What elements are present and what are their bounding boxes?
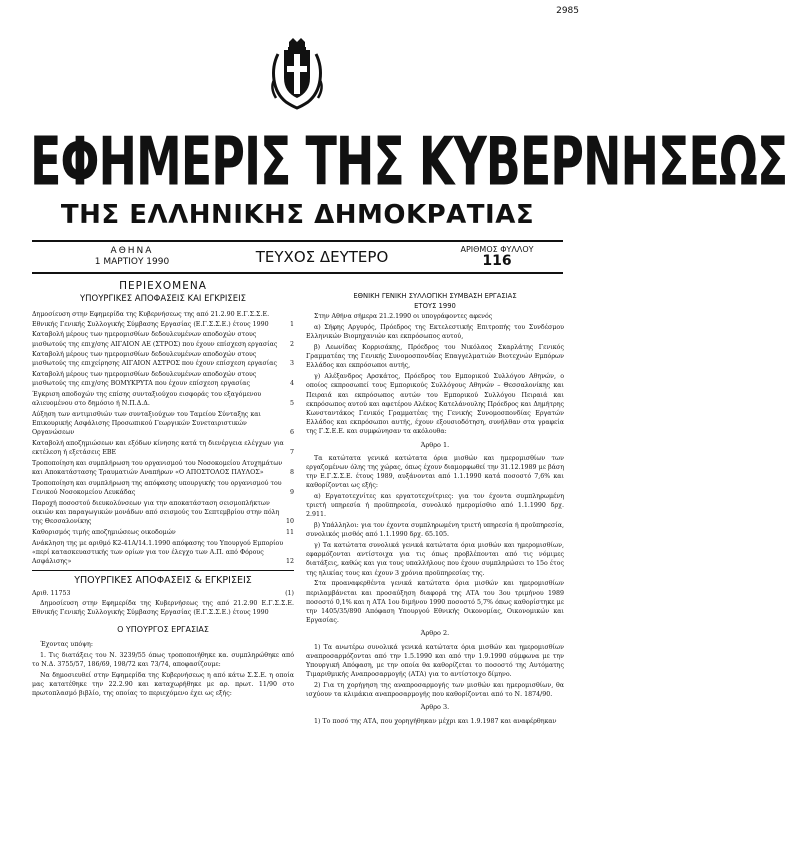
article-2-paragraph: 2) Για τη χορήγηση της αναπροσαρμογής των μισθών και ημερομισθίων, θα ισχύουν τα κλιμάκια αναπροσαρμογής που καθορίζονται από το Ν. 1874/90. [306,681,564,699]
decisions-heading: ΥΠΟΥΡΓΙΚΕΣ ΑΠΟΦΑΣΕΙΣ & ΕΓΚΡΙΣΕΙΣ [74,575,252,587]
masthead-subtitle: ΤΗΣ ΕΛΛΗΝΙΚΗΣ ΔΗΜΟΚΡΑΤΙΑΣ [60,200,535,230]
toc-entry-text: Έγκριση αποδοχών της επίσης συνταξιούχου εισφοράς του εξαγόμενου αλιευομένου στο δημόσιο ή Ν.Π.Δ.Δ. [32,391,262,408]
page-number: 2985 [556,6,579,16]
toc-entry-text: Δημοσίευση στην Εφημερίδα της Κυβερνήσεως της από 21.2.90 Ε.Γ.Σ.Σ.Ε. Εθνικής Γενικής Συλλογικής Σύμβασης Εργασίας (Ε.Γ.Σ.Σ.Ε.) έτους 1990 [32,311,270,328]
issue-info-bar [32,240,563,274]
section-divider [32,570,294,571]
issue-sheet [437,245,557,269]
toc-entry-page: 4 [289,380,294,388]
issue-place-date [62,246,202,268]
article-3-paragraph: 1) Το ποσό της ΑΤΑ, που χορηγήθηκαν μέχρι και 1.9.1987 και αναφέρθηκαν [314,717,557,725]
toc-entry [32,310,294,328]
toc-entry-text: Τροποποίηση και συμπλήρωση της απόφασης υπουργικής του οργανισμού του Γενικού Νοσοκομείου Λευκάδας [32,479,282,497]
agreement-paragraph: α) Σήφης Αργυρός, Πρόεδρος της Εκτελεστικής Επιτροπής του Συνδέσμου Ελληνικών Βιομηχανιών και εκπρόσωπος αυτού, [306,324,564,341]
decision-ref: Αριθ. 11753 [32,590,71,598]
toc-entry-page: 3 [289,360,294,368]
toc-entry-page: 9 [289,489,294,497]
toc-entry [32,370,294,388]
masthead-title: ΕΦΗΜΕΡΙΣ ΤΗΣ ΚΥΒΕΡΝΗΣΕΩΣ [30,122,787,201]
article-1-paragraph: Τα κατώτατα γενικά κατώτατα όρια μισθών και ημερομισθίων των εργαζομένων όλης της χώρας, όπως έχουν διαμορφωθεί την 31.12.1989 με βάση την Ε.Γ.Σ.Σ.Ε. έτους 1989, αυξάνονται από 1.1.1990 κατά ποσοστό 7,6% και καθορίζονται ως εξής: [306,454,564,490]
issue-city: ΑΘΗΝΑ [110,246,154,256]
toc-entry [32,350,294,368]
decision-ref-num: (1) [285,590,294,598]
issue-sheet-label: ΑΡΙΘΜΟΣ ΦΥΛΛΟΥ [460,245,534,254]
toc-entry-page: 6 [289,429,294,437]
agreement-paragraph: β) Λεωνίδας Κορρισάκης, Πρόεδρος του Νικόλαος Σκαρλάτης Γενικός Γραμματέας της Γενικής Συνομοσπονδίας Επαγγελματιών Βιοτεχνών Εμπόρων Ελλάδος και εκπρόσωποι αυτής, [306,344,564,370]
agreement-paragraph: γ) Αλέξανδρος Αρσκάτος, Πρόεδρος του Εμπορικού Συλλόγου Αθηνών, ο οποίος εκπροσωπεί τους Εμπορικούς Συλλόγους Αθηνών – Θεσσαλονίκης και Πειραιά και εκπρόσωπος αυτών του Εμπορικού Συλλόγου Πειραιά και εκπρόσωπος αυτού και αφετέρου Αλέκος Κατελάνουλης Πρόεδρος και Δημήτρης Κωνσταντάκος Γενικός Γραμματέας της Γενικής Συνομοσπονδίας Εργατών Ελλάδος και εκπρόσωποι αυτής, έχουν εξουσιοδότηση, συνήλθαν στα γραφεία της Γ.Σ.Ε.Ε. και συμφώνησαν τα ακόλουθα: [306,373,564,436]
toc-entry-text: Ανάκληση της με αριθμό Κ2-41Α/14.1.1990 απόφασης του Υπουργού Εμπορίου «περί κατασκευαστικής των ορίων για τον έλεγχο των Α.Π. από Φόρους Ασφάλισης» [32,539,284,565]
toc-list [32,310,294,566]
toc-entry [32,459,294,477]
toc-entry-text: Καταβολή αποζημιώσεων και εξόδων κίνησης κατά τη διενέργεια ελέγχων για εκτέλεση ή εξετάσεις ΕΒΕ [32,440,284,457]
toc-entry [32,330,294,348]
left-column [32,282,294,700]
toc-section-heading: ΥΠΟΥΡΓΙΚΕΣ ΑΠΟΦΑΣΕΙΣ ΚΑΙ ΕΓΚΡΙΣΕΙΣ [79,294,247,305]
minister-heading: Ο ΥΠΟΥΡΓΟΣ ΕΡΓΑΣΙΑΣ [117,625,209,634]
toc-entry [32,479,294,497]
toc-entry [32,410,294,438]
toc-entry-text: Καταβολή μέρους των ημερομισθίων δεδουλευμένων αποδοχών στους μισθωτούς της επιχ/σης ΒΟΜΥΚΡΥΤΑ που έχουν επίσχεση εργασίας [32,371,257,388]
toc-entry-text: Αύξηση των αντιμισθιών των συνταξιούχων του Ταμείου Σύνταξης και Επικουρικής Ασφάλισης Προσωπικού Γεωργικών Συνεταιριστικών Οργανώσεων [32,410,261,437]
toc-entry-page: 2 [289,340,294,348]
toc-entry [32,439,294,457]
article-1-paragraph: β) Υπάλληλοι: για τον έχοντα συμπληρωμένη τριετή υπηρεσία ή προϋπηρεσία, συνολικός μισθός από 1.1.1990 δρχ. 65.105. [306,522,564,539]
agreement-year: ΕΤΟΥΣ 1990 [414,302,456,311]
greek-coat-of-arms-emblem [264,36,330,116]
decision-intro: Έχοντας υπόψη: [40,641,93,649]
toc-entry-page: 11 [285,528,294,536]
decision-subject: Δημοσίευση στην Εφημερίδα της Κυβερνήσεως της από 21.2.90 Ε.Γ.Σ.Σ.Ε. Εθνικής Γενικής Συλλογικής Σύμβασης Εργασίας (Ε.Γ.Σ.Σ.Ε.) έτους 1990 [32,599,294,616]
toc-entry-text: Καταβολή μέρους των ημερομισθίων δεδουλευμένων αποδοχών στους μισθωτούς της επιχείρησης ΑΙΓΑΙΟΝ ΑΣΤΡΟΣ που έχουν επίσχεση εργασίας [32,351,277,368]
article-1-paragraph: γ) Τα κατώτατα συνολικά γενικά κατώτατα όρια μισθών και ημερομισθίων, εφαρμόζονται αντίστοιχα για τις όπως προβλέπονται από τις νόμιμες διατάξεις, καθώς και για τους υπαλλήλους που έχουν συμπληρώσει το 15ο έτος της ηλικίας τους και έχουν 3 χρόνια προϋπηρεσίας της. [306,542,564,577]
toc-entry-page: 1 [289,320,294,328]
agreement-title: ΕΘΝΙΚΗ ΓΕΝΙΚΗ ΣΥΛΛΟΓΙΚΗ ΣΥΜΒΑΣΗ ΕΡΓΑΣΙΑΣ [353,292,517,300]
toc-entry-page: 10 [285,518,294,526]
toc-entry [32,499,294,527]
toc-heading: ΠΕΡΙΕΧΟΜΕΝΑ [119,280,207,292]
article-2-heading: Άρθρο 2. [420,629,450,638]
toc-entry-page: 5 [289,400,294,408]
decision-paragraph: Να δημοσιευθεί στην Εφημερίδα της Κυβερνήσεως η από κάτω Σ.Σ.Ε. η οποία μας κατατέθηκε την 22.2.90 και καταχωρήθηκε με αρ. πρωτ. 11/90 στο πρωτοπλασμό βιβλίο, της οποίας το περιεχόμενο έχει ως εξής: [32,671,294,698]
toc-entry [32,539,294,567]
issue-date: 1 ΜΑΡΤΙΟΥ 1990 [94,257,170,267]
toc-entry-text: Καταβολή μέρους των ημερομισθίων δεδουλευμένων αποδοχών στους μισθωτούς της επιχ/σης ΑΙΓΑΙΟΝ ΑΕ (ΣΤΡΟΣ) που έχουν επίσχεση εργασίας [32,331,278,348]
toc-entry-text: Παροχή ποσοστού διευκολύνσεων για την αποκατάσταση σεισμοπλήκτων οικιών και παραγωγικών μονάδων από σεισμούς του Σεπτεμβρίου στην πόλη της Θεσσαλονίκης [32,499,280,526]
article-1-paragraph: Στα προαναφερθέντα γενικά κατώτατα όρια μισθών και ημερομισθίων περιλαμβάνεται και προσαύξηση διαφορά της ΑΤΑ του 3ου τριμήνου 1989 ποσοστό 0,1% και η ΑΤΑ 1ου διμήνου 1990 ποσοστό 5,7% όπως καθορίστηκε με την 1405/35/890 Απόφαση Υπουργού Εθνικής Οικονομίας, Οικονομικών και Εργασίας. [306,580,564,625]
article-1-paragraph: α) Εργατοτεχνίτες και εργατοτεχνίτριες: για τον έχοντα συμπληρωμένη τριετή υπηρεσία ή προϋπηρεσία, συνολικό ημερομίσθιο από 1.1.1990 δρχ. 2.911. [306,493,564,519]
toc-entry-page: 7 [289,449,294,457]
toc-entry-page: 8 [289,469,294,477]
toc-entry-text: Τροποποίηση και συμπλήρωση του οργανισμού του Νοσοκομείου Ατυχημάτων και Αποκατάστασης Τραυματιών Αναπήρων «Ο ΑΠΟΣΤΟΛΟΣ ΠΑΥΛΟΣ» [32,459,283,477]
agreement-paragraph: Στην Αθήνα σήμερα 21.2.1990 οι υπογράφοντες αφενός [314,313,493,321]
toc-entry [32,528,294,537]
issue-sheet-number: 116 [482,253,512,269]
decision-paragraph: 1. Τις διατάξεις του Ν. 3239/55 όπως τροποποιήθηκε κα. συμπληρώθηκε από το Ν.Δ. 3755/57, 186/69, 198/72 και 73/74, αποφασίζουμε: [32,651,294,669]
article-1-heading: Άρθρο 1. [420,440,450,449]
toc-entry-page: 12 [285,557,294,565]
article-2-paragraph: 1) Τα ανωτέρω συνολικά γενικά κατώτατα όρια μισθών και ημερομισθίων αναπροσαρμόζονται από την 1.5.1990 και από την 1.9.1990 σύμφωνα με την Υπουργική Απόφαση, με την οποία θα καθορίζεται το ποσοστό της Αυτόματης Τιμαριθμικής Αναπροσαρμογής (ΑΤΑ) για το αντίστοιχο δίμηνο. [306,643,564,679]
right-column [306,292,564,727]
decision-reference-line [32,589,294,598]
toc-entry [32,390,294,408]
issue-series: ΤΕΥΧΟΣ ΔΕΥΤΕΡΟ [255,248,389,266]
article-3-heading: Άρθρο 3. [420,703,450,712]
toc-entry-text: Καθορισμός τιμής αποζημιώσεως οικοδομών [32,528,176,536]
